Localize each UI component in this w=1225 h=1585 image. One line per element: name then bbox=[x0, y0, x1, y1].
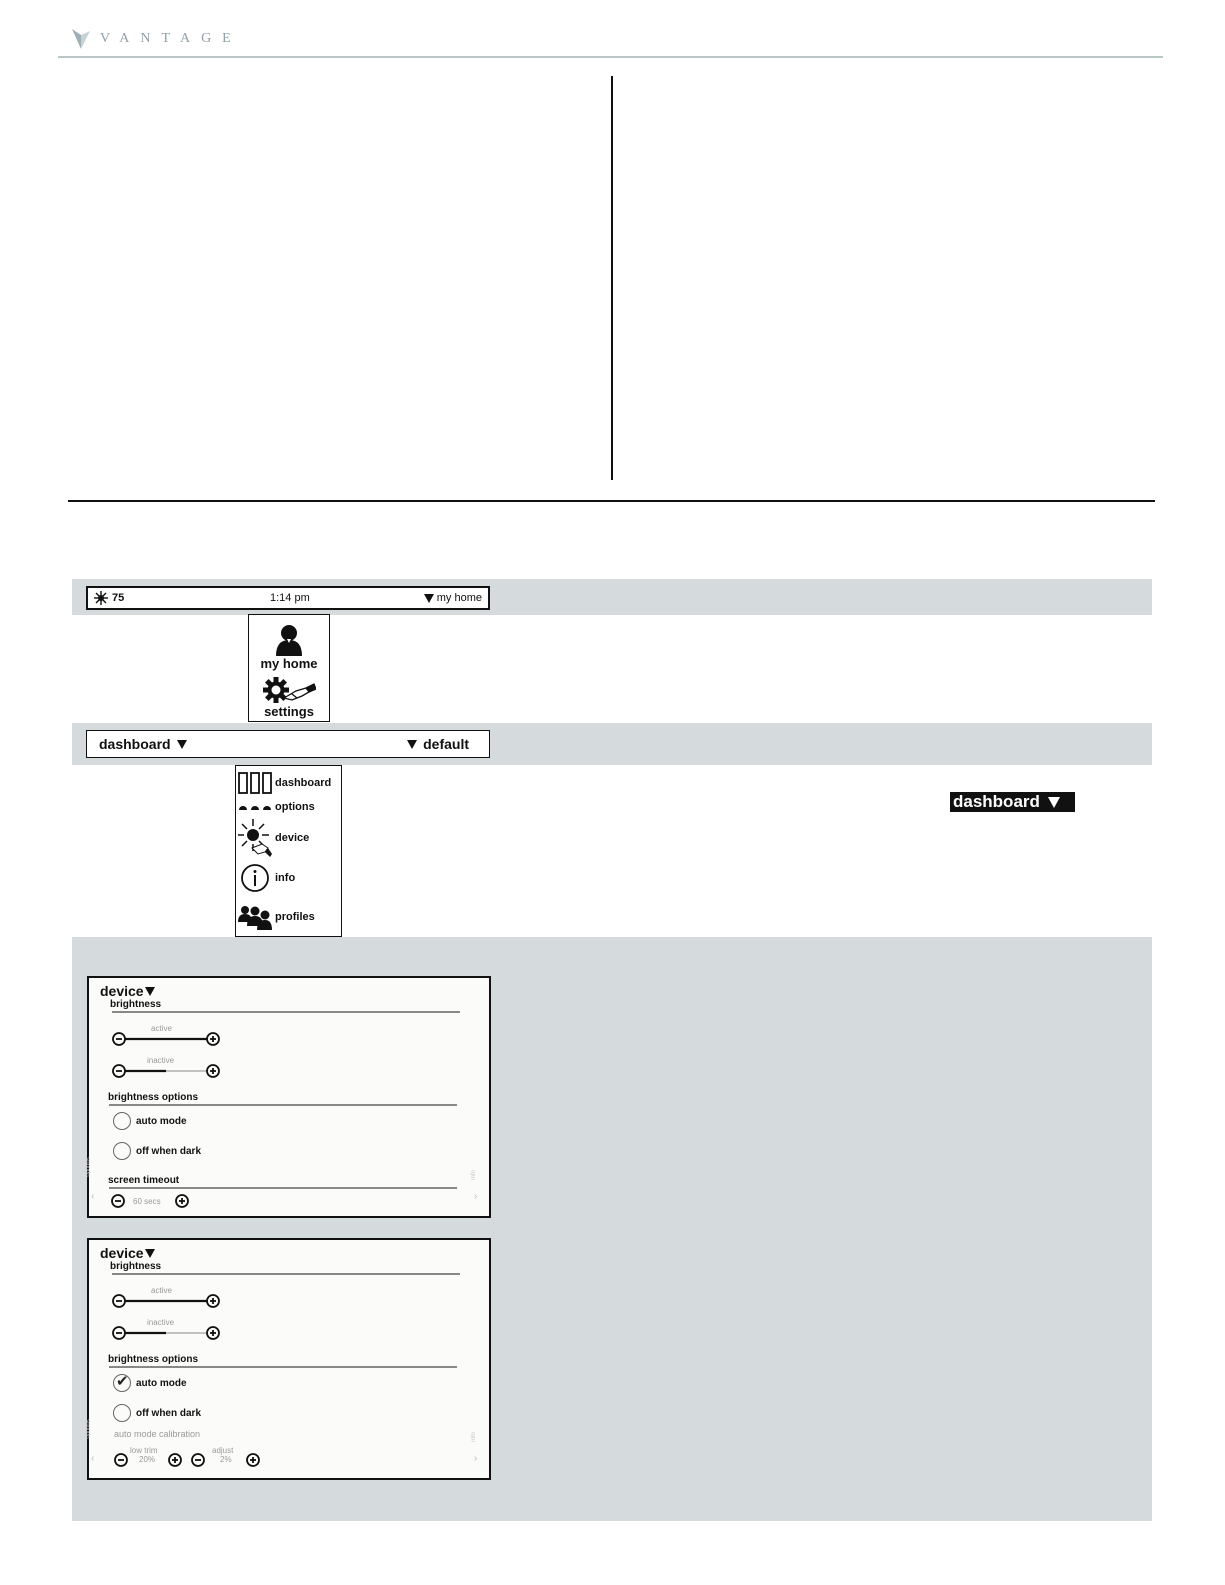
minus-icon bbox=[113, 1295, 125, 1307]
section-rule bbox=[68, 500, 1155, 502]
edge-label-info: info bbox=[470, 1432, 477, 1442]
divider bbox=[109, 1366, 457, 1368]
auto-mode-option[interactable] bbox=[113, 1112, 187, 1130]
edge-label-options: options bbox=[85, 1157, 92, 1177]
vantage-logo bbox=[70, 26, 242, 52]
radio-button[interactable] bbox=[113, 1142, 131, 1160]
timeout-value: 60 secs bbox=[133, 1197, 161, 1206]
brand-name: VANTAGE bbox=[100, 31, 242, 46]
off-when-dark-label: off when dark bbox=[136, 1407, 202, 1419]
off-when-dark-label: off when dark bbox=[136, 1145, 202, 1157]
brightness-icon bbox=[238, 818, 272, 858]
brightness-options-heading: brightness options bbox=[108, 1354, 198, 1365]
divider bbox=[112, 1273, 460, 1275]
radio-button[interactable] bbox=[113, 1374, 131, 1392]
home-menu bbox=[248, 614, 330, 722]
info-icon bbox=[238, 863, 272, 893]
active-brightness-slider[interactable] bbox=[111, 1291, 221, 1311]
status-bar bbox=[86, 586, 490, 610]
location-selector[interactable] bbox=[424, 592, 482, 604]
minus-icon[interactable] bbox=[114, 1453, 128, 1467]
auto-mode-option[interactable] bbox=[113, 1374, 187, 1392]
divider bbox=[109, 1187, 457, 1189]
plus-icon bbox=[207, 1295, 219, 1307]
dashboard-chip-label: dashboard bbox=[953, 792, 1040, 811]
screen-timeout-heading: screen timeout bbox=[108, 1175, 180, 1186]
plus-icon[interactable] bbox=[246, 1453, 260, 1467]
profile-selector[interactable] bbox=[407, 736, 469, 752]
chevron-down-icon bbox=[177, 740, 187, 749]
minus-icon bbox=[113, 1065, 125, 1077]
check-icon: ✔ bbox=[116, 1373, 129, 1390]
inactive-label: inactive bbox=[147, 1056, 175, 1065]
chevron-down-icon bbox=[145, 1249, 155, 1258]
chevron-left-icon[interactable]: ‹ bbox=[91, 1453, 95, 1464]
dashboard-selector[interactable] bbox=[99, 736, 187, 752]
column-divider bbox=[611, 76, 613, 480]
calibration-heading: auto mode calibration bbox=[114, 1429, 201, 1439]
chevron-down-icon bbox=[407, 740, 417, 749]
low-trim-label: low trim bbox=[130, 1446, 158, 1455]
menu-label: info bbox=[275, 872, 296, 884]
device-title-label: device bbox=[100, 983, 144, 999]
off-when-dark-option[interactable] bbox=[113, 1142, 201, 1160]
menu-item-my-home[interactable]: my home bbox=[260, 656, 318, 671]
device-title-label: device bbox=[100, 1245, 144, 1261]
dashboard-chip bbox=[950, 792, 1075, 812]
sun-icon bbox=[94, 591, 108, 605]
location-label: my home bbox=[436, 592, 482, 604]
plus-icon[interactable] bbox=[168, 1453, 182, 1467]
radio-button[interactable] bbox=[113, 1404, 131, 1422]
clock: 1:14 pm bbox=[270, 592, 310, 604]
menu-item-device[interactable] bbox=[238, 818, 309, 858]
off-when-dark-option[interactable] bbox=[113, 1404, 201, 1422]
minus-icon bbox=[113, 1327, 125, 1339]
adjust-label: adjust bbox=[212, 1446, 234, 1455]
chevron-down-icon bbox=[145, 987, 155, 996]
device-title[interactable] bbox=[100, 1245, 155, 1261]
inactive-brightness-slider[interactable] bbox=[111, 1061, 221, 1081]
adjust-value: 2% bbox=[220, 1455, 232, 1464]
active-brightness-slider[interactable] bbox=[111, 1029, 221, 1049]
plus-icon[interactable] bbox=[175, 1194, 189, 1208]
brightness-heading: brightness bbox=[110, 1261, 162, 1272]
edge-label-options: options bbox=[85, 1419, 92, 1439]
device-title[interactable] bbox=[100, 983, 155, 999]
profile-selector-label: default bbox=[423, 736, 469, 752]
divider bbox=[109, 1104, 457, 1106]
brightness-options-heading: brightness options bbox=[108, 1092, 198, 1103]
person-icon[interactable] bbox=[274, 624, 304, 656]
chevron-down-icon bbox=[424, 594, 434, 603]
menu-item-info[interactable] bbox=[238, 863, 295, 893]
inactive-brightness-slider[interactable] bbox=[111, 1323, 221, 1343]
dashboard-bar bbox=[86, 730, 490, 758]
inactive-label: inactive bbox=[147, 1318, 175, 1327]
menu-label: profiles bbox=[275, 911, 315, 923]
brightness-heading: brightness bbox=[110, 999, 162, 1010]
header-rule bbox=[58, 56, 1163, 58]
dashboard-icon bbox=[238, 772, 272, 794]
menu-item-profiles[interactable] bbox=[238, 902, 315, 932]
minus-icon bbox=[113, 1033, 125, 1045]
chevron-left-icon[interactable]: ‹ bbox=[91, 1191, 95, 1202]
chevron-right-icon[interactable]: › bbox=[474, 1453, 478, 1464]
low-trim-value: 20% bbox=[139, 1455, 156, 1464]
dashboard-menu bbox=[235, 765, 342, 937]
active-label: active bbox=[151, 1286, 172, 1295]
menu-label: dashboard bbox=[275, 777, 332, 789]
gear-icon[interactable] bbox=[262, 676, 316, 704]
chevron-down-icon bbox=[1048, 797, 1060, 808]
minus-icon[interactable] bbox=[111, 1194, 125, 1208]
radio-button[interactable] bbox=[113, 1112, 131, 1130]
profiles-icon bbox=[238, 904, 272, 930]
vantage-logo-icon bbox=[70, 27, 92, 51]
menu-item-settings[interactable]: settings bbox=[264, 704, 314, 719]
menu-label: device bbox=[275, 832, 310, 844]
device-panel bbox=[87, 976, 491, 1218]
auto-mode-label: auto mode bbox=[136, 1115, 187, 1127]
minus-icon[interactable] bbox=[191, 1453, 205, 1467]
plus-icon bbox=[207, 1327, 219, 1339]
divider bbox=[112, 1011, 460, 1013]
plus-icon bbox=[207, 1065, 219, 1077]
auto-mode-label: auto mode bbox=[136, 1377, 187, 1389]
menu-label: options bbox=[275, 801, 315, 813]
chevron-right-icon[interactable]: › bbox=[474, 1191, 478, 1202]
plus-icon bbox=[207, 1033, 219, 1045]
dashboard-selector-label: dashboard bbox=[99, 736, 171, 752]
active-label: active bbox=[151, 1024, 172, 1033]
edge-label-info: info bbox=[470, 1170, 477, 1180]
device-panel bbox=[87, 1238, 491, 1480]
options-icon bbox=[238, 801, 272, 813]
temperature: 75 bbox=[112, 592, 125, 604]
